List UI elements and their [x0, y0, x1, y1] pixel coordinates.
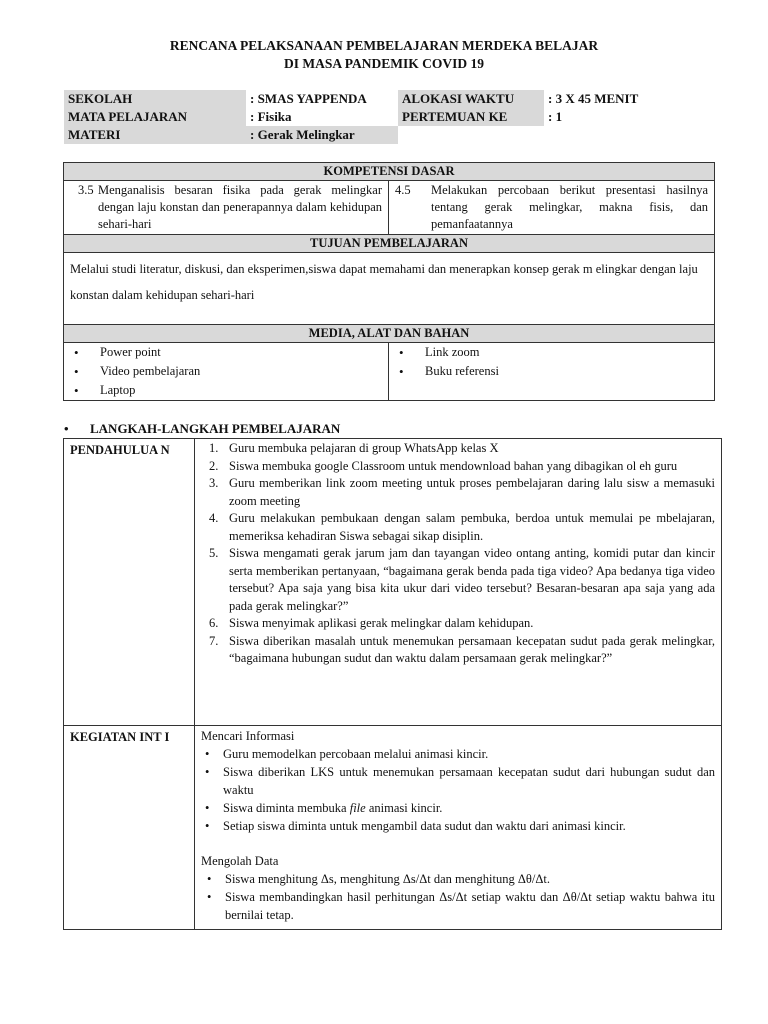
pendahuluan-step: 3. Guru memberikan link zoom meeting untuk proses pembelajaran daring lalu sisw a memasuki zoom meeting — [209, 476, 715, 508]
inti-list-2 — [201, 870, 715, 924]
inti-label: KEGIATAN INT I — [64, 726, 195, 930]
media-item: • Power point — [70, 343, 382, 362]
tujuan-text: Melalui studi literatur, diskusi, dan eksperimen,siswa dapat memahami dan menerapkan konsep gerak m elingkar dengan laju konstan dalam kehidupan sehari-hari — [64, 253, 715, 325]
langkah-heading-text: LANGKAH-LANGKAH PEMBELAJARAN — [90, 421, 341, 436]
alokasi-label: ALOKASI WAKTU — [398, 90, 544, 108]
pertemuan-label: PERTEMUAN KE — [398, 108, 544, 126]
media-item: • Buku referensi — [395, 362, 708, 381]
kompetensi-tujuan-media-table — [63, 162, 715, 401]
kd-3-5-cell — [64, 181, 389, 235]
italic-word: file — [349, 801, 366, 815]
media-item: • Laptop — [70, 381, 382, 400]
sekolah-label: SEKOLAH — [64, 90, 246, 108]
inti-list-1 — [201, 745, 715, 835]
inti-sub-mencari-informasi: Mencari Informasi — [201, 729, 295, 743]
kd-3-5-number: 3.5 — [78, 183, 94, 197]
media-right-cell — [389, 343, 715, 401]
bullet-icon: • — [64, 421, 69, 436]
pendahuluan-step: 7. Siswa diberikan masalah untuk menemukan persamaan kecepatan sudut pada gerak melingkar, “bagaimana hubungan sudut dan waktu dalam persamaan gerak melingkar?” — [209, 633, 715, 665]
kompetensi-heading: KOMPETENSI DASAR — [64, 163, 715, 181]
pendahuluan-list — [201, 440, 715, 668]
document-title-line1: RENCANA PELAKSANAAN PEMBELAJARAN MERDEKA BELAJAR — [169, 38, 599, 53]
alokasi-value: : 3 X 45 MENIT — [544, 90, 714, 108]
media-left-cell — [64, 343, 389, 401]
media-item: • Link zoom — [395, 343, 708, 362]
media-right-list — [395, 343, 708, 381]
pendahuluan-label: PENDAHULUA N — [64, 439, 195, 726]
inti-item: • Siswa membandingkan hasil perhitungan Δs/Δt setiap waktu dan Δθ/Δt setiap waktu bahwa itu bernilai tetap. — [201, 888, 715, 924]
langkah-heading — [64, 420, 340, 437]
kd-4-5-number: 4.5 — [395, 183, 411, 197]
inti-item: • Siswa diberikan LKS untuk menemukan persamaan kecepatan sudut dari hubungan sudut dan waktu — [201, 763, 715, 799]
inti-item: • Guru memodelkan percobaan melalui animasi kincir. — [201, 745, 715, 763]
pendahuluan-step: 6. Siswa menyimak aplikasi gerak melingkar dalam kehidupan. — [209, 616, 534, 630]
materi-value: : Gerak Melingkar — [246, 126, 398, 144]
kd-4-5-cell — [389, 181, 715, 235]
pendahuluan-step: 1. Guru membuka pelajaran di group WhatsApp kelas X — [209, 441, 499, 455]
kd-3-5-text: Menganalisis besaran fisika pada gerak melingkar dengan laju konstan dan penerapannya dalam kehidupan sehari-hari — [98, 183, 382, 231]
materi-label: MATERI — [64, 126, 246, 144]
document-title-line2: DI MASA PANDEMIK COVID 19 — [283, 56, 484, 71]
pendahuluan-cell — [195, 439, 722, 726]
media-heading: MEDIA, ALAT DAN BAHAN — [64, 325, 715, 343]
langkah-table — [63, 438, 722, 930]
pendahuluan-step: 2. Siswa membuka google Classroom untuk mendownload bahan yang dibagikan ol eh guru — [209, 458, 678, 473]
inti-cell — [195, 726, 722, 930]
media-left-list — [70, 343, 382, 400]
identity-table — [64, 90, 714, 144]
tujuan-heading: TUJUAN PEMBELAJARAN — [64, 235, 715, 253]
inti-sub-mengolah-data: Mengolah Data — [201, 854, 279, 868]
inti-item: • Setiap siswa diminta untuk mengambil data sudut dan waktu dari animasi kincir. — [201, 817, 715, 835]
kd-4-5-text: Melakukan percobaan berikut presentasi hasilnya tentang gerak melingkar, makna fisis, dan pemanfaatannya — [431, 183, 709, 231]
pendahuluan-step: 5. Siswa mengamati gerak jarum jam dan tayangan video ontang anting, komidi putar dan kincir serta memberikan pertanyaan, “bagaimana gerak benda pada tiga video? Apa bedanya tiga video tersebut? Apa saja yang bisa kita ukur dari video tersebut? Besaran-besaran apa saja yang ada pada gerak melingkar?” — [209, 546, 715, 613]
media-item: • Video pembelajaran — [70, 362, 382, 381]
mapel-label: MATA PELAJARAN — [64, 108, 246, 126]
inti-item: • Siswa menghitung Δs, menghitung Δs/Δt dan menghitung Δθ/Δt. — [201, 870, 715, 888]
sekolah-value: : SMAS YAPPENDA — [246, 90, 398, 108]
mapel-value: : Fisika — [246, 108, 398, 126]
pertemuan-value: : 1 — [544, 108, 714, 126]
inti-item-file: • Siswa diminta membuka file animasi kincir. — [201, 799, 715, 817]
pendahuluan-step: 4. Guru melakukan pembukaan dengan salam pembuka, berdoa untuk memulai pe mbelajaran, memeriksa kehadiran Siswa sebagai sikap disiplin. — [209, 511, 715, 543]
